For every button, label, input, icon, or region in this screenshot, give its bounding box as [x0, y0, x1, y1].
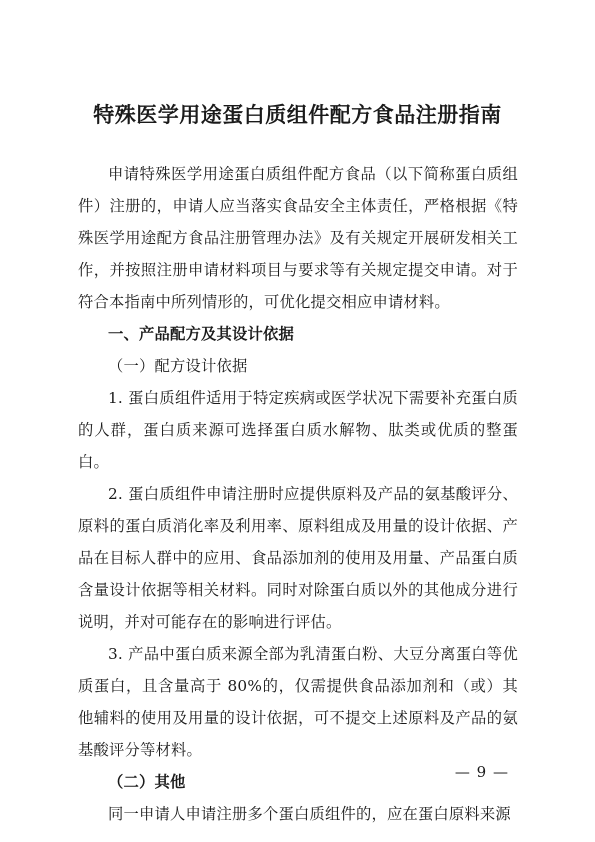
- subsection-heading-2: （二）其他: [108, 773, 186, 791]
- item-2-paragraph: 2. 蛋白质组件申请注册时应提供原料及产品的氨基酸评分、原料的蛋白质消化率及利用率、原料组成及用量的设计依据、产品在目标人群中的应用、食品添加剂的使用及用量、产品蛋白质含量设计依据等相关材料。同时对除蛋白质以外的其他成分进行说明，并对可能存在的影响进行评估。: [78, 485, 518, 631]
- item-1-paragraph: 1. 蛋白质组件适用于特定疾病或医学状况下需要补充蛋白质的人群，蛋白质来源可选择蛋白质水解物、肽类或优质的整蛋白。: [78, 389, 518, 471]
- last-paragraph: 同一申请人申请注册多个蛋白质组件的，应在蛋白原料来源: [108, 805, 511, 823]
- item-3-paragraph: 3. 产品中蛋白质来源全部为乳清蛋白粉、大豆分离蛋白等优质蛋白，且含量高于 80%的，仅需提供食品添加剂和（或）其他辅料的使用及用量的设计依据，可不提交上述原料及产品的氨基酸评分等材料。: [78, 645, 518, 759]
- intro-paragraph: 申请特殊医学用途蛋白质组件配方食品（以下简称蛋白质组件）注册的，申请人应当落实食品安全主体责任，严格根据《特殊医学用途配方食品注册管理办法》及有关规定开展研发相关工作，并按照注册申请材料项目与要求等有关规定提交申请。对于符合本指南中所列情形的，可优化提交相应申请材料。: [78, 165, 518, 311]
- page-number: — 9 —: [454, 763, 509, 781]
- subsection-heading-1: （一）配方设计依据: [108, 357, 248, 375]
- document-title: 特殊医学用途蛋白质组件配方食品注册指南: [93, 103, 502, 127]
- document-body: [78, 158, 518, 830]
- section-heading-1: 一、产品配方及其设计依据: [108, 325, 294, 343]
